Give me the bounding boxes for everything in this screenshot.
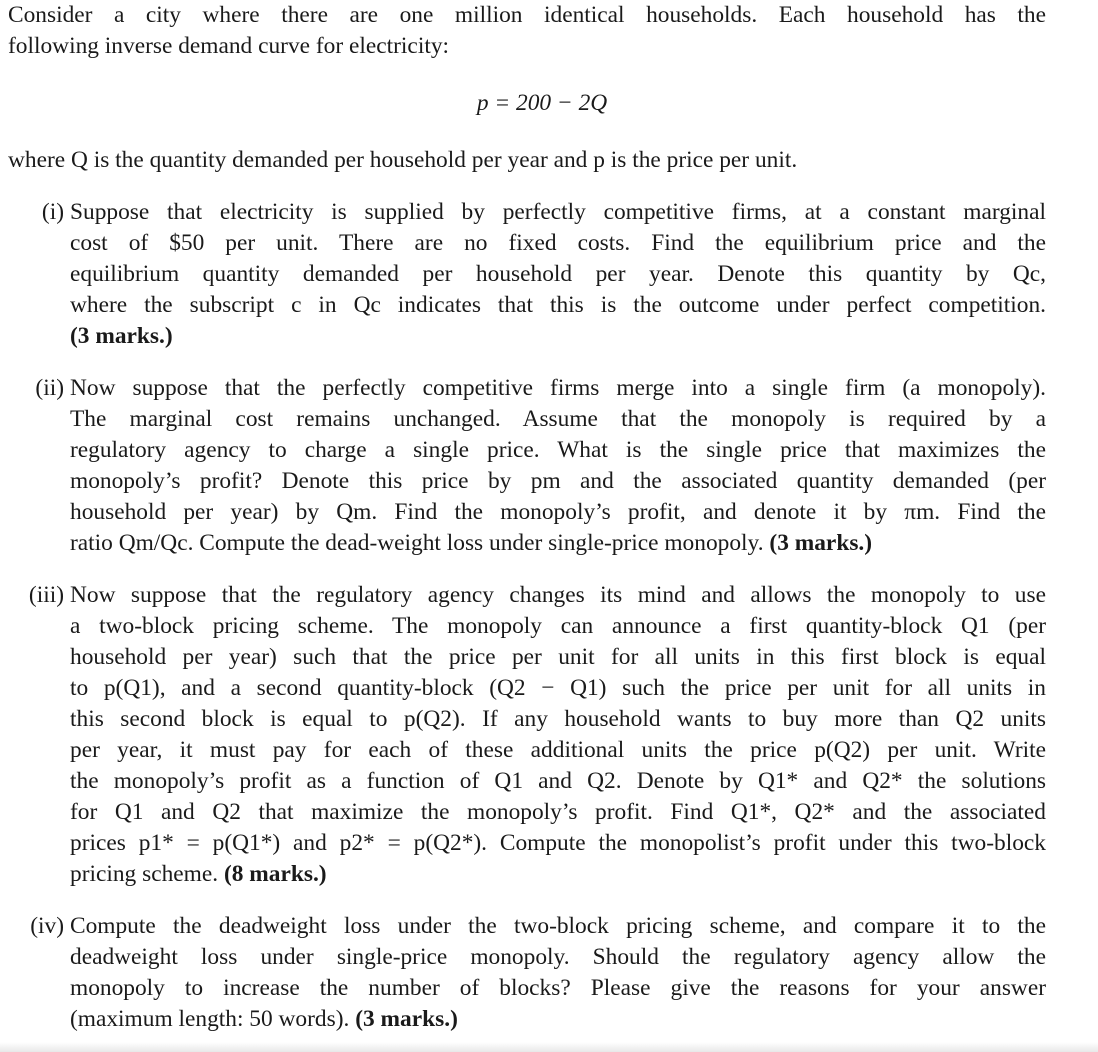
item-line: prices p1* = p(Q1*) and p2* = p(Q2*). Compute the monopolist’s profit under this two-block	[70, 830, 1046, 856]
item-line: to p(Q1), and a second quantity-block (Q2 − Q1) such the price per unit for all units in	[70, 675, 1046, 701]
marks-label: (8 marks.)	[223, 861, 327, 887]
marks-label: (3 marks.)	[70, 323, 173, 349]
question-item-iii	[8, 580, 1046, 890]
item-line: per year, it must pay for each of these additional units the price p(Q2) per unit. Write	[70, 737, 1046, 763]
intro-line-1: Consider a city where there are one million identical households. Each household has the	[8, 2, 1046, 28]
item-line: ratio Qm/Qc. Compute the dead-weight loss under single-price monopoly.	[70, 530, 764, 556]
item-line: Compute the deadweight loss under the two-block pricing scheme, and compare it to the	[70, 913, 1046, 939]
where-line: where Q is the quantity demanded per household per year and p is the price per unit.	[8, 147, 798, 173]
item-line: monopoly’s profit? Denote this price by pm and the associated quantity demanded (per	[70, 468, 1046, 494]
item-line: deadweight loss under single-price monopoly. Should the regulatory agency allow the	[70, 944, 1046, 970]
demand-equation: p = 200 − 2Q	[476, 90, 608, 116]
item-line: cost of $50 per unit. There are no fixed costs. Find the equilibrium price and the	[70, 230, 1046, 256]
item-line: pricing scheme.	[70, 861, 219, 887]
item-label: (ii)	[35, 375, 64, 401]
item-line: The marginal cost remains unchanged. Assume that the monopoly is required by a	[70, 406, 1046, 432]
item-line: Now suppose that the regulatory agency changes its mind and allows the monopoly to use	[70, 582, 1046, 608]
item-line: household per year) by Qm. Find the monopoly’s profit, and denote it by πm. Find the	[70, 499, 1046, 525]
item-label: (i)	[41, 199, 64, 225]
question-item-ii	[8, 373, 1046, 559]
item-line: regulatory agency to charge a single price. What is the single price that maximizes the	[70, 437, 1046, 463]
item-line: (maximum length: 50 words).	[70, 1006, 350, 1032]
item-label: (iv)	[30, 913, 64, 939]
intro-line-2: following inverse demand curve for electricity:	[8, 33, 450, 59]
item-line: the monopoly’s profit as a function of Q1 and Q2. Denote by Q1* and Q2* the solutions	[70, 768, 1046, 794]
item-line: Suppose that electricity is supplied by perfectly competitive firms, at a constant marginal	[70, 199, 1046, 225]
item-line: monopoly to increase the number of blocks? Please give the reasons for your answer	[70, 975, 1046, 1001]
intro-paragraph	[8, 0, 1046, 62]
item-line: this second block is equal to p(Q2). If any household wants to buy more than Q2 units	[70, 706, 1046, 732]
item-line: where the subscript c in Qc indicates that this is the outcome under perfect competition.	[70, 292, 1046, 318]
item-label: (iii)	[28, 582, 64, 608]
question-item-i	[8, 197, 1046, 352]
marks-label: (3 marks.)	[355, 1006, 458, 1032]
item-line: equilibrium quantity demanded per household per year. Denote this quantity by Qc,	[70, 261, 1046, 287]
item-line: household per year) such that the price per unit for all units in this first block is equal	[70, 644, 1046, 670]
item-line: for Q1 and Q2 that maximize the monopoly’s profit. Find Q1*, Q2* and the associated	[70, 799, 1046, 825]
question-item-iv	[8, 911, 1046, 1035]
item-line: a two-block pricing scheme. The monopoly can announce a first quantity-block Q1 (per	[70, 613, 1046, 639]
page-bottom-shadow	[0, 1042, 1098, 1052]
item-line: Now suppose that the perfectly competitive firms merge into a single firm (a monopoly).	[70, 375, 1046, 401]
marks-label: (3 marks.)	[769, 530, 873, 556]
